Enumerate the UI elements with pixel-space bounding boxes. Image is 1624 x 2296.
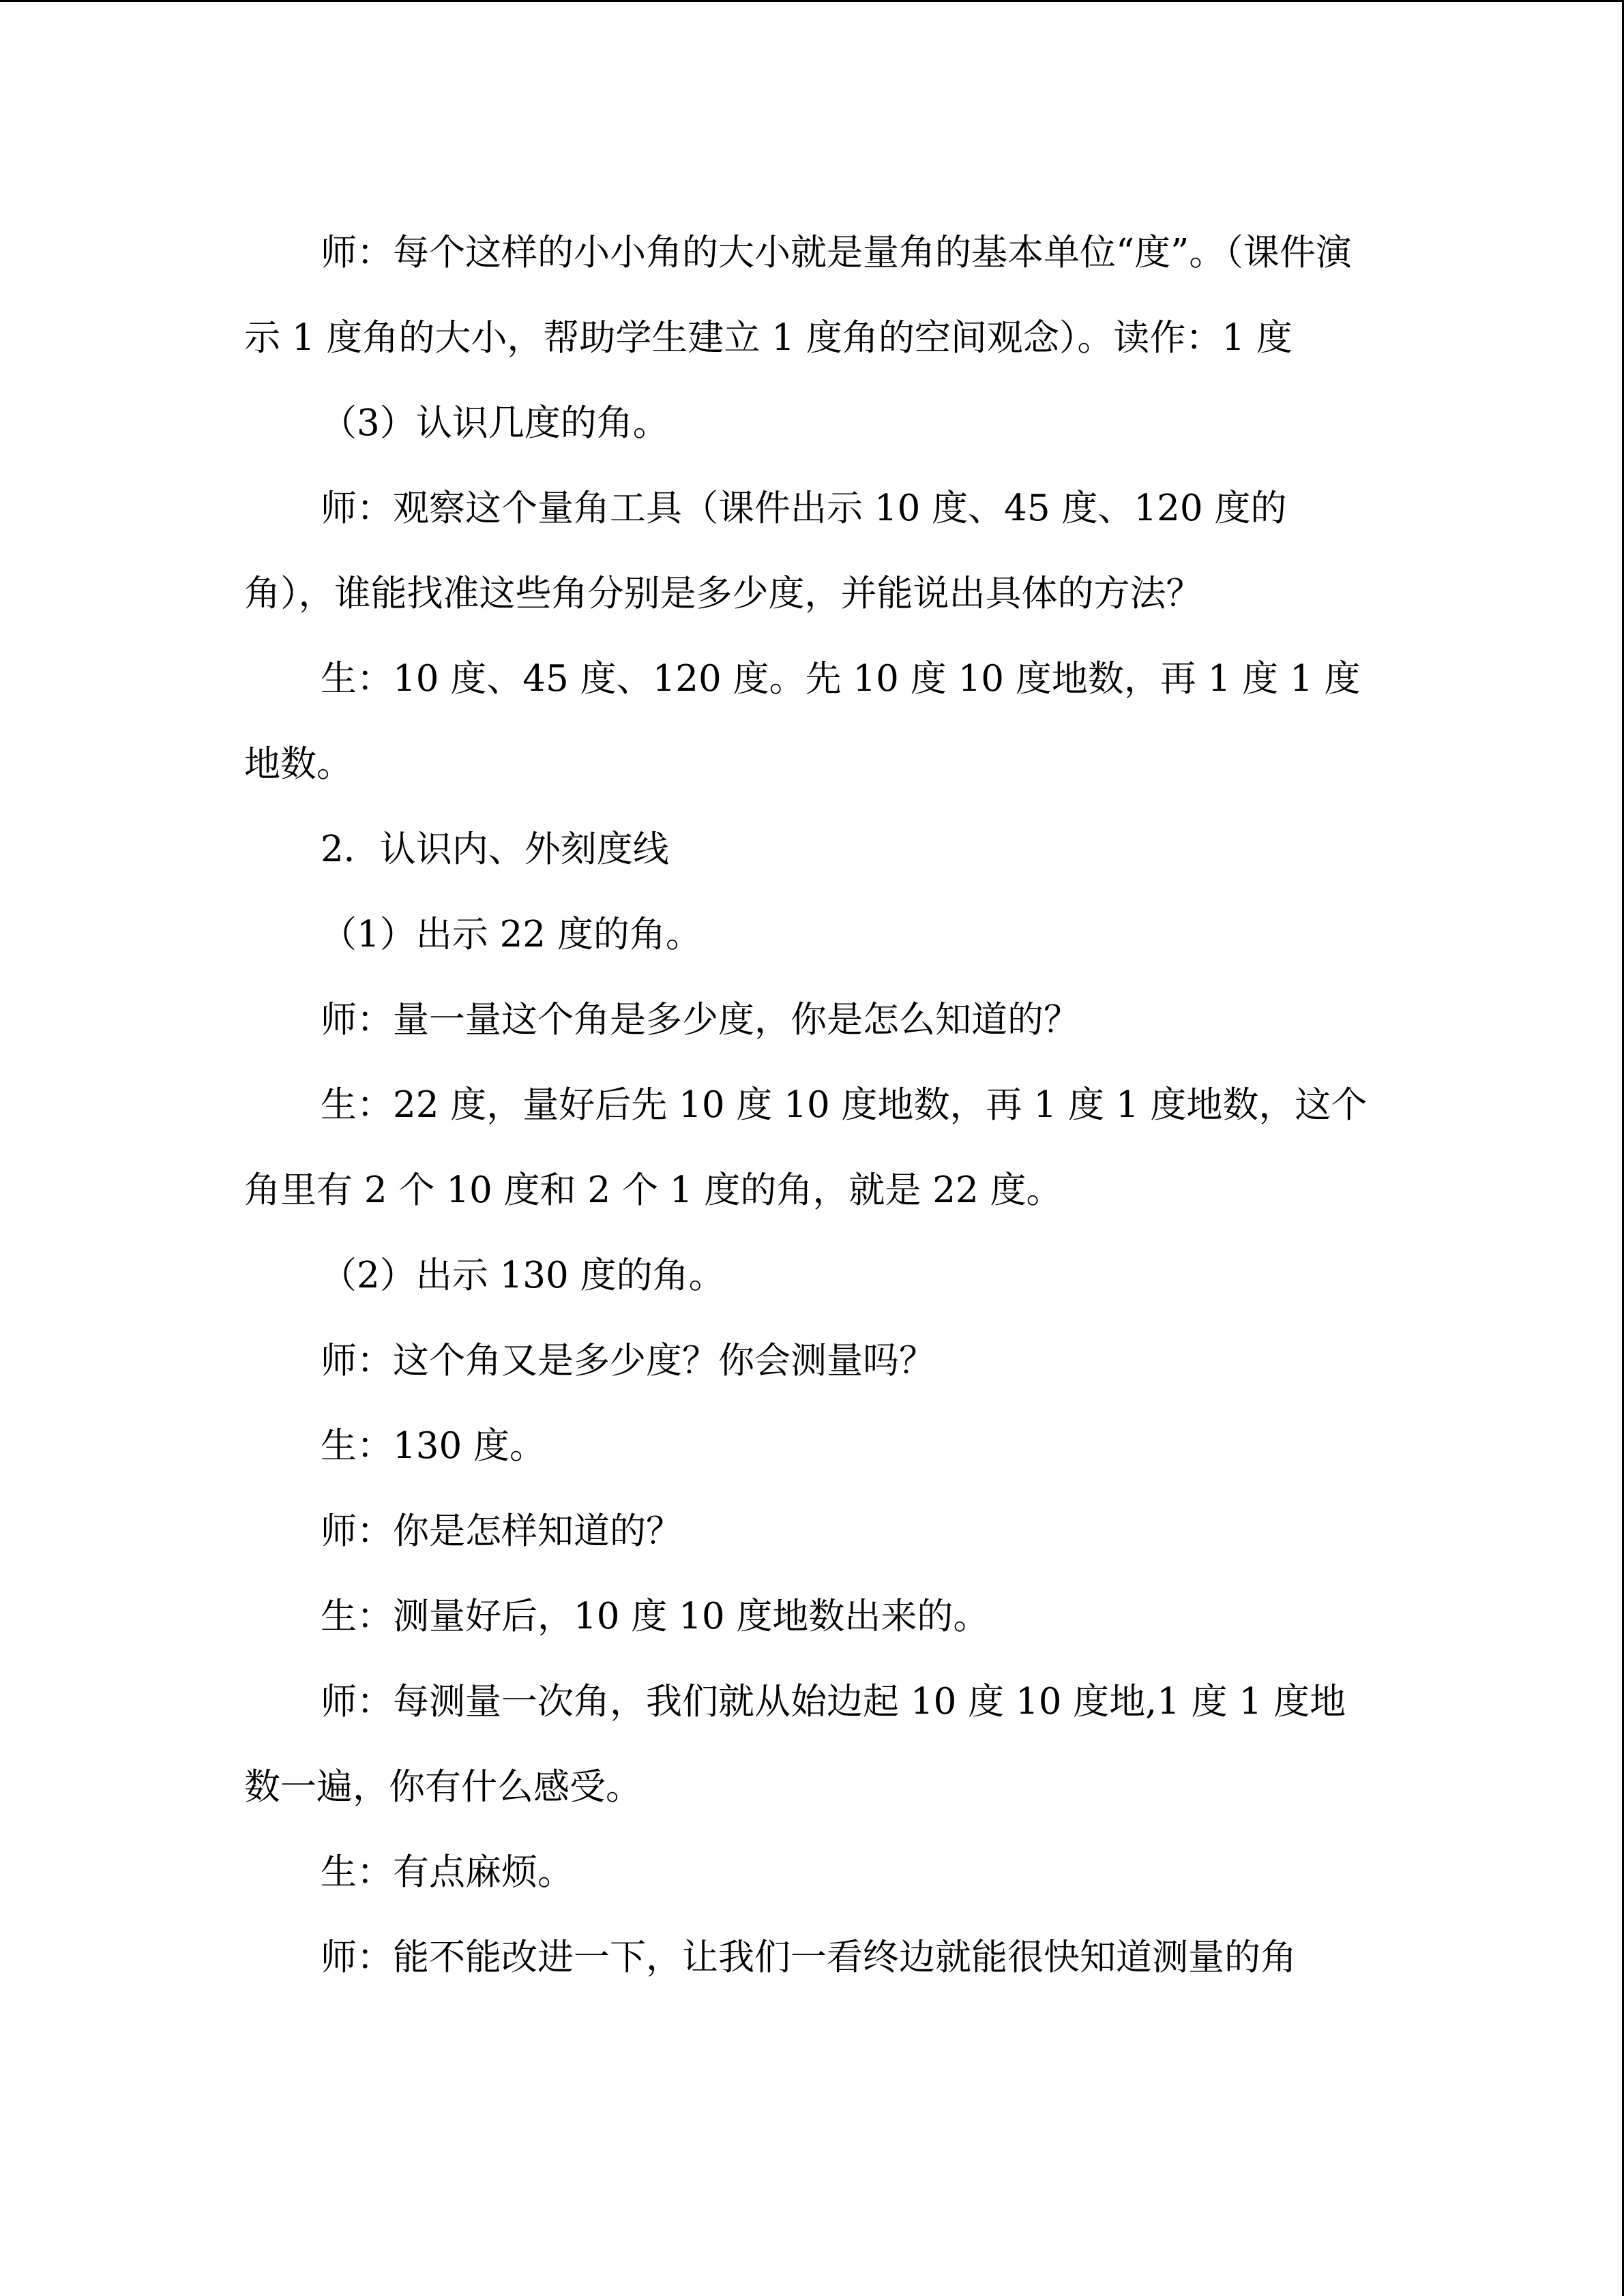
paragraph-teacher-measure: 师：量一量这个角是多少度，你是怎么知道的？: [321, 999, 1080, 1041]
paragraph-teacher-improve: 师：能不能改进一下，让我们一看终边就能很快知道测量的角: [321, 1937, 1297, 1978]
paragraph-teacher-130: 师：这个角又是多少度？你会测量吗？: [321, 1340, 935, 1382]
paragraph-student-trouble: 生：有点麻烦。: [321, 1851, 574, 1893]
paragraph-teacher-observe: 师：观察这个量角工具（课件出示 10 度、45 度、120 度的角），谁能找准这些角分别是多少度，并能说出具体的方法？: [244, 488, 1287, 614]
paragraph-section-2: 2．认识内、外刻度线: [321, 829, 669, 870]
paragraph-degree-unit: 师：每个这样的小小角的大小就是量角的基本单位“度”。（课件演示 1 度角的大小，帮助学生建立 1 度角的空间观念）。读作：1 度: [244, 232, 1352, 359]
paragraph-teacher-how: 师：你是怎样知道的？: [321, 1510, 682, 1552]
paragraph-student-answer: 生：10 度、45 度、120 度。先 10 度 10 度地数，再 1 度 1 度地数。: [244, 658, 1361, 785]
document-body: [244, 210, 1370, 2000]
paragraph-heading-2: （2）出示 130 度的角。: [321, 1255, 725, 1296]
paragraph-student-counted: 生：测量好后，10 度 10 度地数出来的。: [321, 1596, 990, 1637]
paragraph-teacher-feeling: 师：每测量一次角，我们就从始边起 10 度 10 度地,1 度 1 度地数一遍，你有什么感受。: [244, 1681, 1346, 1808]
paragraph-student-22: 生：22 度，量好后先 10 度 10 度地数，再 1 度 1 度地数，这个角里有 2 个 10 度和 2 个 1 度的角，就是 22 度。: [244, 1084, 1368, 1211]
paragraph-heading-1: （1）出示 22 度的角。: [321, 914, 702, 955]
paragraph-student-130: 生：130 度。: [321, 1425, 546, 1467]
paragraph-heading-3: （3）认识几度的角。: [321, 402, 669, 444]
